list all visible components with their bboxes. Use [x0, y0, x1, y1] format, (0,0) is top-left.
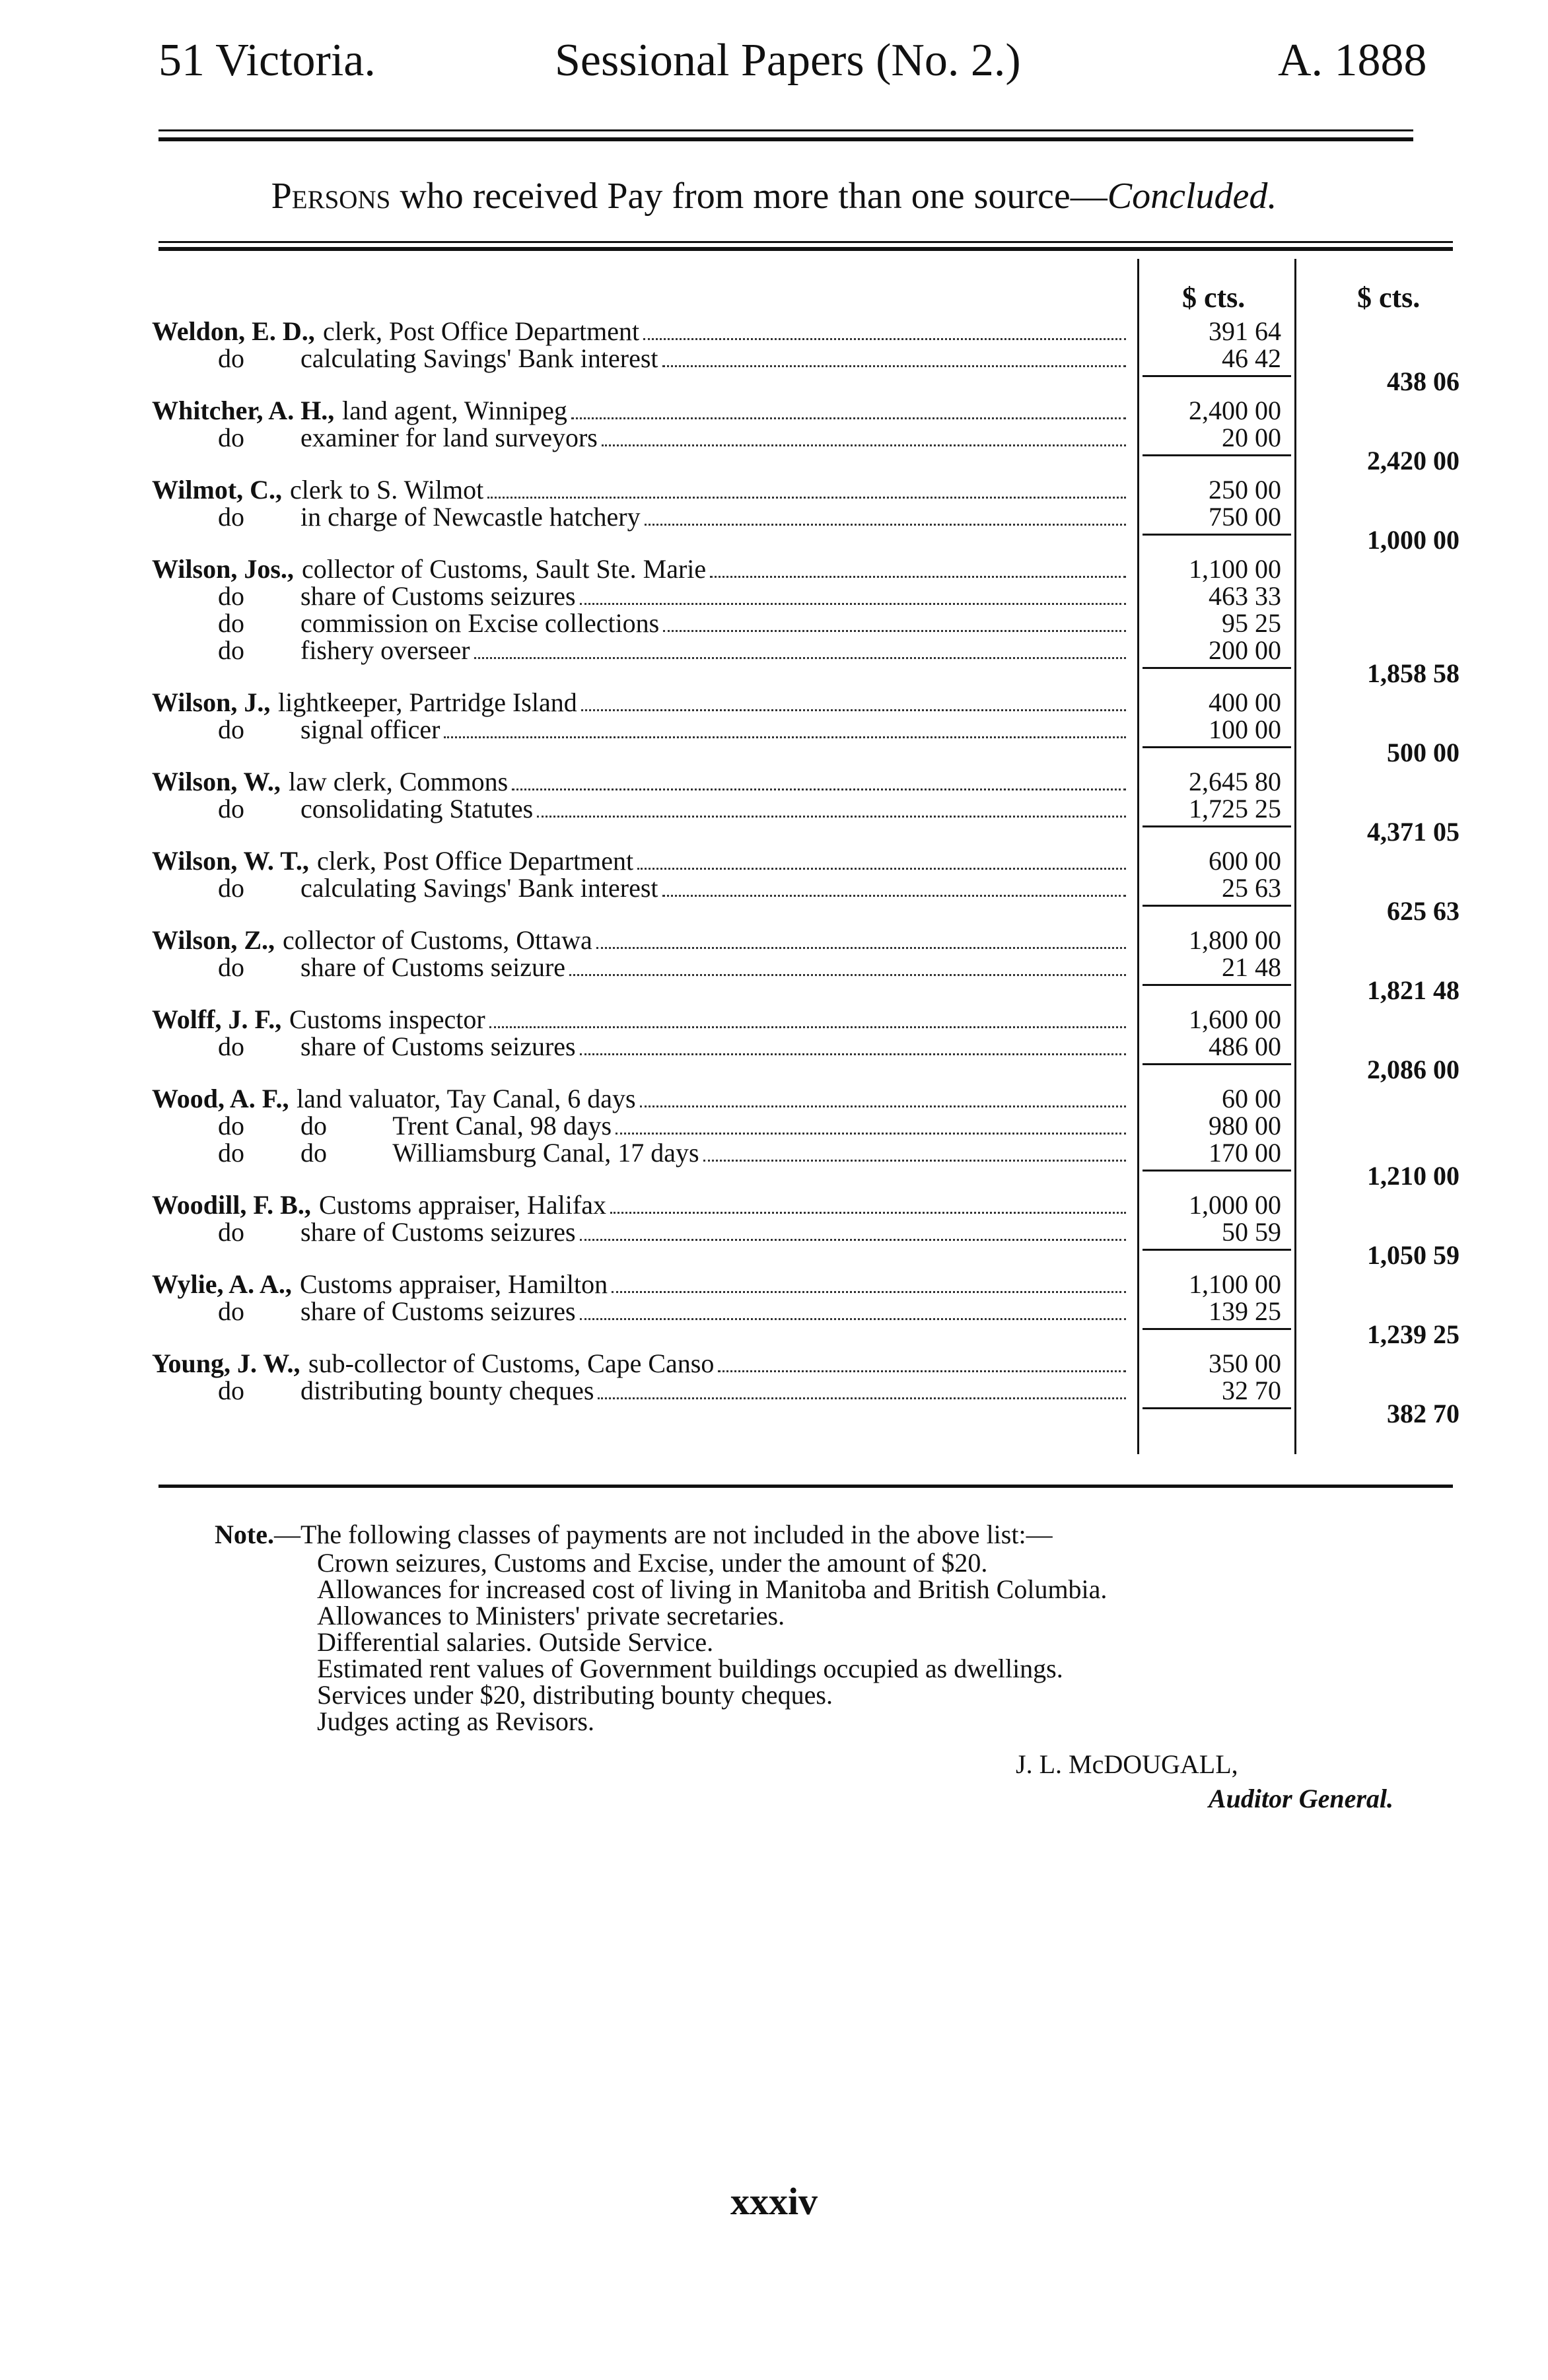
person-name: Wood, A. F., — [152, 1084, 289, 1113]
subtotal-rule — [1143, 667, 1291, 669]
signature-name: J. L. McDOUGALL, — [1016, 1749, 1238, 1779]
dot-leader — [537, 816, 1126, 818]
payment-description: clerk, Post Office Department — [317, 846, 634, 876]
subtotal-rule — [1143, 534, 1291, 536]
payment-amount: 60 00 — [1222, 1084, 1281, 1113]
payment-description: fishery overseer — [300, 635, 470, 665]
dot-leader — [710, 576, 1126, 578]
ditto-mark: do — [218, 794, 244, 823]
payment-description: commission on Excise collections — [300, 608, 660, 638]
payment-description: signal officer — [300, 715, 440, 744]
entry-total: 1,050 59 — [1367, 1240, 1460, 1270]
payment-amount: 1,600 00 — [1189, 1004, 1281, 1034]
signature-title: Auditor General. — [1209, 1784, 1394, 1813]
note-heading: Note.—The following classes of payments are not included in the above list:— — [215, 1520, 1053, 1549]
payment-description: Customs inspector — [289, 1004, 485, 1034]
payment-description: share of Customs seizures — [300, 1032, 576, 1061]
payment-description: Customs appraiser, Halifax — [319, 1190, 606, 1220]
payment-description: share of Customs seizures — [300, 581, 576, 611]
payment-amount: 750 00 — [1209, 502, 1281, 532]
subtotal-rule — [1143, 746, 1291, 748]
subtotal-rule — [1143, 825, 1291, 827]
payment-amount: 980 00 — [1209, 1111, 1281, 1140]
payment-description: share of Customs seizures — [300, 1296, 576, 1326]
subtotal-rule — [1143, 905, 1291, 907]
dot-leader — [643, 338, 1126, 340]
total-column-heading: $ cts. — [1357, 281, 1421, 314]
payment-description: land valuator, Tay Canal, 6 days — [297, 1084, 636, 1113]
payment-amount: 20 00 — [1222, 423, 1281, 452]
note-item: Crown seizures, Customs and Excise, under the amount of $20. — [317, 1548, 988, 1578]
person-name: Young, J. W., — [152, 1348, 300, 1378]
subtotal-rule — [1143, 1249, 1291, 1251]
payment-amount: 139 25 — [1209, 1296, 1281, 1326]
header-year: A. 1888 — [1278, 35, 1427, 86]
note-item: Allowances to Ministers' private secretaries. — [317, 1601, 785, 1630]
payment-description: do Williamsburg Canal, 17 days — [300, 1138, 699, 1168]
payment-description: lightkeeper, Partridge Island — [278, 687, 577, 717]
dot-leader — [512, 788, 1126, 790]
title-rule-bottom — [158, 247, 1453, 251]
note-item: Allowances for increased cost of living in Manitoba and British Columbia. — [317, 1574, 1108, 1604]
person-name: Wolff, J. F., — [152, 1004, 282, 1034]
dot-leader — [580, 1053, 1126, 1055]
payment-amount: 600 00 — [1209, 846, 1281, 876]
payment-description: clerk, Post Office Department — [323, 316, 640, 346]
payment-description: sub-collector of Customs, Cape Canso — [308, 1348, 715, 1378]
ditto-mark: do — [218, 608, 244, 638]
payment-amount: 1,000 00 — [1189, 1190, 1281, 1220]
payment-description: Customs appraiser, Hamilton — [300, 1269, 608, 1299]
title-rule-top — [158, 241, 1453, 243]
entry-total: 2,420 00 — [1367, 446, 1460, 475]
entry-total: 625 63 — [1387, 896, 1460, 926]
subtotal-rule — [1143, 1328, 1291, 1330]
entry-total: 1,239 25 — [1367, 1319, 1460, 1349]
entry-total: 438 06 — [1387, 367, 1460, 396]
payment-amount: 32 70 — [1222, 1376, 1281, 1405]
payment-description: share of Customs seizure — [300, 952, 566, 982]
payment-amount: 2,645 80 — [1189, 767, 1281, 796]
payment-description: in charge of Newcastle hatchery — [300, 502, 641, 532]
person-name: Wilmot, C., — [152, 475, 283, 505]
payment-description: distributing bounty cheques — [300, 1376, 594, 1405]
dot-leader — [645, 524, 1126, 526]
payment-amount: 1,100 00 — [1189, 554, 1281, 584]
dot-leader — [596, 947, 1126, 949]
payment-amount: 50 59 — [1222, 1217, 1281, 1247]
header-rule-bottom — [158, 137, 1413, 141]
note-item: Estimated rent values of Government buildings occupied as dwellings. — [317, 1654, 1063, 1683]
payment-amount: 486 00 — [1209, 1032, 1281, 1061]
ditto-mark: do — [218, 581, 244, 611]
payment-amount: 400 00 — [1209, 687, 1281, 717]
dot-leader — [598, 1397, 1126, 1399]
header-volume: 51 Victoria. — [158, 35, 376, 86]
subtotal-rule — [1143, 454, 1291, 456]
subtotal-rule — [1143, 1170, 1291, 1172]
note-item: Judges acting as Revisors. — [317, 1706, 594, 1736]
payment-amount: 95 25 — [1222, 608, 1281, 638]
person-name: Whitcher, A. H., — [152, 396, 335, 425]
dot-leader — [637, 868, 1126, 870]
dot-leader — [616, 1133, 1126, 1135]
header-sessional-papers: Sessional Papers (No. 2.) — [555, 35, 1021, 86]
payment-description: calculating Savings' Bank interest — [300, 873, 658, 903]
dot-leader — [610, 1212, 1126, 1214]
payment-amount: 1,100 00 — [1189, 1269, 1281, 1299]
ditto-mark: do — [218, 1138, 244, 1168]
entry-total: 4,371 05 — [1367, 817, 1460, 847]
payment-amount: 2,400 00 — [1189, 396, 1281, 425]
payment-amount: 170 00 — [1209, 1138, 1281, 1168]
ditto-mark: do — [218, 423, 244, 452]
payment-amount: 350 00 — [1209, 1348, 1281, 1378]
payment-amount: 1,725 25 — [1189, 794, 1281, 823]
payment-description: calculating Savings' Bank interest — [300, 343, 658, 373]
dot-leader — [581, 709, 1126, 711]
ditto-mark: do — [218, 873, 244, 903]
payment-amount: 21 48 — [1222, 952, 1281, 982]
dot-leader — [444, 736, 1126, 738]
payment-description: clerk to S. Wilmot — [290, 475, 484, 505]
table-bottom-rule — [158, 1485, 1453, 1488]
entry-total: 1,858 58 — [1367, 658, 1460, 688]
note-item: Services under $20, distributing bounty cheques. — [317, 1680, 833, 1710]
ditto-mark: do — [218, 1111, 244, 1140]
person-name: Wilson, W. T., — [152, 846, 309, 876]
subtotal-rule — [1143, 375, 1291, 377]
payment-amount: 100 00 — [1209, 715, 1281, 744]
ditto-mark: do — [218, 1376, 244, 1405]
payment-description: law clerk, Commons — [289, 767, 509, 796]
dot-leader — [703, 1160, 1126, 1162]
entry-total: 1,000 00 — [1367, 525, 1460, 555]
dot-leader — [580, 603, 1126, 605]
person-name: Wilson, Jos., — [152, 554, 294, 584]
amount-column-right-rule — [1294, 259, 1296, 1454]
entry-total: 1,821 48 — [1367, 975, 1460, 1005]
dot-leader — [569, 974, 1126, 976]
dot-leader — [718, 1370, 1126, 1372]
ditto-mark: do — [218, 502, 244, 532]
page-number: xxxiv — [730, 2180, 818, 2223]
payment-amount: 463 33 — [1209, 581, 1281, 611]
payment-description: land agent, Winnipeg — [342, 396, 567, 425]
payment-description: collector of Customs, Ottawa — [283, 925, 592, 955]
subtotal-rule — [1143, 1063, 1291, 1065]
ditto-mark: do — [218, 1296, 244, 1326]
payment-amount: 250 00 — [1209, 475, 1281, 505]
dot-leader — [602, 444, 1126, 446]
payment-amount: 391 64 — [1209, 316, 1281, 346]
payment-description: examiner for land surveyors — [300, 423, 598, 452]
person-name: Wilson, Z., — [152, 925, 275, 955]
header-rule-top — [158, 129, 1413, 131]
payment-amount: 200 00 — [1209, 635, 1281, 665]
dot-leader — [662, 365, 1126, 367]
amount-column-heading: $ cts. — [1182, 281, 1246, 314]
ditto-mark: do — [218, 1032, 244, 1061]
ditto-mark: do — [218, 715, 244, 744]
person-name: Weldon, E. D., — [152, 316, 315, 346]
dot-leader — [662, 895, 1126, 897]
dot-leader — [489, 1026, 1126, 1028]
dot-leader — [474, 657, 1126, 659]
subtotal-rule — [1143, 1407, 1291, 1409]
entry-total: 1,210 00 — [1367, 1161, 1460, 1191]
ditto-mark: do — [218, 1217, 244, 1247]
entry-total: 500 00 — [1387, 738, 1460, 767]
page-title: Persons who received Pay from more than one source—Concluded. — [271, 176, 1277, 217]
payment-description: share of Customs seizures — [300, 1217, 576, 1247]
ditto-mark: do — [218, 952, 244, 982]
person-name: Wilson, W., — [152, 767, 281, 796]
entry-total: 2,086 00 — [1367, 1055, 1460, 1084]
person-name: Wilson, J., — [152, 687, 271, 717]
payment-amount: 46 42 — [1222, 343, 1281, 373]
dot-leader — [640, 1105, 1126, 1107]
ditto-mark: do — [218, 635, 244, 665]
dot-leader — [580, 1318, 1126, 1320]
payment-description: consolidating Statutes — [300, 794, 534, 823]
payment-description: do Trent Canal, 98 days — [300, 1111, 612, 1140]
subtotal-rule — [1143, 984, 1291, 986]
dot-leader — [571, 417, 1126, 419]
payment-amount: 1,800 00 — [1189, 925, 1281, 955]
dot-leader — [612, 1291, 1126, 1293]
entry-total: 382 70 — [1387, 1399, 1460, 1428]
dot-leader — [580, 1239, 1126, 1241]
ditto-mark: do — [218, 343, 244, 373]
payment-description: collector of Customs, Sault Ste. Marie — [302, 554, 707, 584]
note-item: Differential salaries. Outside Service. — [317, 1627, 714, 1657]
person-name: Wylie, A. A., — [152, 1269, 292, 1299]
dot-leader — [663, 630, 1126, 632]
person-name: Woodill, F. B., — [152, 1190, 311, 1220]
payment-amount: 25 63 — [1222, 873, 1281, 903]
dot-leader — [487, 497, 1126, 499]
